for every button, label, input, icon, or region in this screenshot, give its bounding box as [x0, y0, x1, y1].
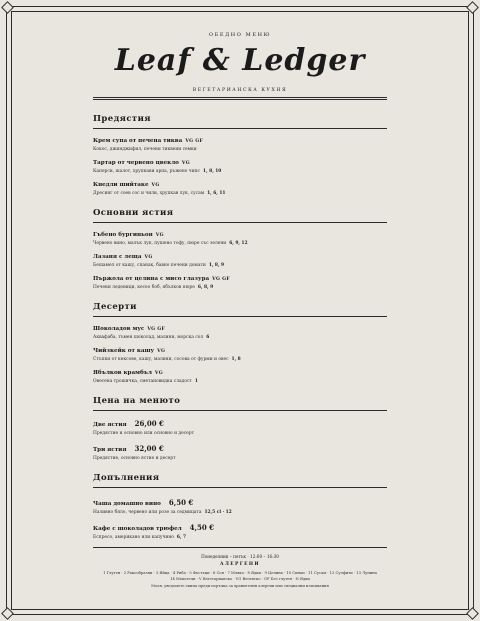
item-name: Ябълков крамбъл	[93, 370, 152, 376]
footer-rule	[93, 547, 387, 548]
price-name: Кафе с шоколадов трюфел	[93, 526, 182, 532]
allergen-codes: 1	[194, 379, 198, 384]
allergen-codes: 6, 8, 9	[197, 285, 214, 290]
item-name: Гъбено бургиньон	[93, 232, 153, 238]
diet-tags: VG GF	[185, 139, 204, 144]
diet-tags: VG	[157, 349, 166, 354]
item-description: Червено вино, малък лук, пушено тофу, пюре със зелени	[93, 241, 227, 246]
opening-hours: Понеделник – петък · 12:00 – 16:30	[201, 554, 279, 559]
section-starters	[93, 114, 387, 196]
menu-type-label: ОБЕДНО МЕНЮ	[208, 32, 272, 38]
item-description: Кокос, джинджифил, печени тиквени семки	[93, 147, 197, 152]
menu-item	[93, 276, 387, 290]
section-title: Десерти	[93, 302, 387, 317]
item-description: Каперси, шалот, хрупкави арпа, ръжено чипс	[93, 169, 201, 174]
item-description: Бешамел от кашу, спанак, бавно печени домати	[93, 263, 206, 268]
price-value: 6,50 €	[168, 498, 194, 507]
section-mains	[93, 208, 387, 290]
allergen-codes: 1, 8, 9	[208, 263, 225, 268]
item-name: Тартар от червено цвекло	[93, 160, 179, 166]
diet-tags: VG	[144, 255, 153, 260]
section-menu-price	[93, 396, 387, 461]
item-description: Дресинг от соев сос и чили, хрупкав лук, сусам	[93, 191, 205, 196]
section-title: Цена на менюто	[93, 396, 387, 411]
menu-item	[93, 370, 387, 384]
price-value: 4,50 €	[189, 523, 215, 532]
item-name: Пържола от целина с мисо глазура	[93, 276, 210, 282]
item-name: Лазаня с леща	[93, 254, 142, 260]
price-description: Наливно бяло, червено или розе за седмицата	[93, 510, 202, 515]
item-description: Стъпки от кексове, кашу, малини, сосова от фурми и овес	[93, 357, 229, 362]
section-title: Предястия	[93, 114, 387, 129]
allergen-codes: 1, 6, 11	[207, 191, 226, 196]
price-description: Предястие и основно или основно и десерт	[93, 431, 195, 436]
price-name: Две ястия	[93, 422, 127, 428]
price-value: 32,00 €	[134, 444, 164, 453]
price-item	[93, 419, 387, 436]
diet-tags: VG GF	[147, 327, 166, 332]
allergens-list-line-1: 1 Глутен · 2 Ракообразни · 3 Яйца · 4 Риба · 5 Фъстъци · 6 Соя · 7 Мляко · 8 Ядки · 9 Целина · 10 Синап · 11 Сусам · 12 Сулфити · 13 Лупина	[103, 571, 377, 575]
allergen-codes: 1, 8	[231, 357, 241, 362]
menu-item	[93, 326, 387, 340]
diet-tags: VG GF	[212, 277, 230, 282]
diet-tags: VG	[155, 233, 164, 238]
item-name: Крем супа от печена тиква	[93, 138, 183, 144]
price-item	[93, 444, 387, 461]
allergen-codes: 6	[206, 335, 210, 340]
item-description: Печени леденици, кесео боб, ябълков пюре	[93, 285, 195, 290]
section-title: Основни ястия	[93, 208, 387, 223]
item-description: Овесена трошичка, сметановидна сладост	[93, 379, 192, 384]
price-description: Предястие, основно ястие и десерт	[93, 456, 176, 461]
menu-item	[93, 232, 387, 246]
diet-tags: VG	[181, 161, 190, 166]
header-rule	[93, 97, 387, 98]
diet-tags: VG	[154, 371, 163, 376]
section-extras	[93, 473, 387, 540]
item-name: Шоколадов мус	[93, 326, 145, 332]
menu-item	[93, 182, 387, 196]
header-rule-second	[93, 99, 387, 100]
menu-footer	[93, 554, 387, 588]
price-item	[93, 498, 387, 515]
section-desserts	[93, 302, 387, 384]
price-name: Чаша домашно вино	[93, 501, 161, 507]
menu-item	[93, 160, 387, 174]
allergen-codes: 6, 7	[176, 535, 187, 540]
item-name: Чийзкейк от кашу	[93, 348, 155, 354]
menu-item	[93, 254, 387, 268]
cuisine-subtitle: ВЕГЕТАРИАНСКА КУХНЯ	[192, 88, 288, 93]
diet-tags: VG	[151, 183, 160, 188]
price-value: 26,00 €	[134, 419, 164, 428]
price-item	[93, 523, 387, 540]
menu-item	[93, 138, 387, 152]
item-name: Кнедли шийтаке	[93, 182, 149, 188]
allergen-codes: 6, 9, 12	[229, 241, 248, 246]
price-description: Еспресо, американо или капучино	[93, 535, 174, 540]
allergens-list-line-2: 14 Мекотели · V Вегетарианско · VG Веганско · GF Без глутен · N Ядки	[170, 577, 310, 581]
item-description: Аквафаба, тъмен шоколад, малини, морска сол	[93, 335, 204, 340]
menu-item	[93, 348, 387, 362]
restaurant-logo: Leaf & Ledger	[114, 43, 366, 78]
section-title: Допълнения	[93, 473, 387, 488]
allergen-codes: 1, 8, 10	[203, 169, 222, 174]
price-name: Три ястия	[93, 447, 127, 453]
allergy-note: Моля, уведомете екипа преди поръчка за хранителни алергии или специални изисквания	[151, 584, 329, 588]
menu-content	[93, 0, 387, 588]
allergens-title: АЛЕРГЕНИ	[220, 562, 260, 567]
allergen-codes: 12,5 cl · 12	[204, 510, 232, 515]
